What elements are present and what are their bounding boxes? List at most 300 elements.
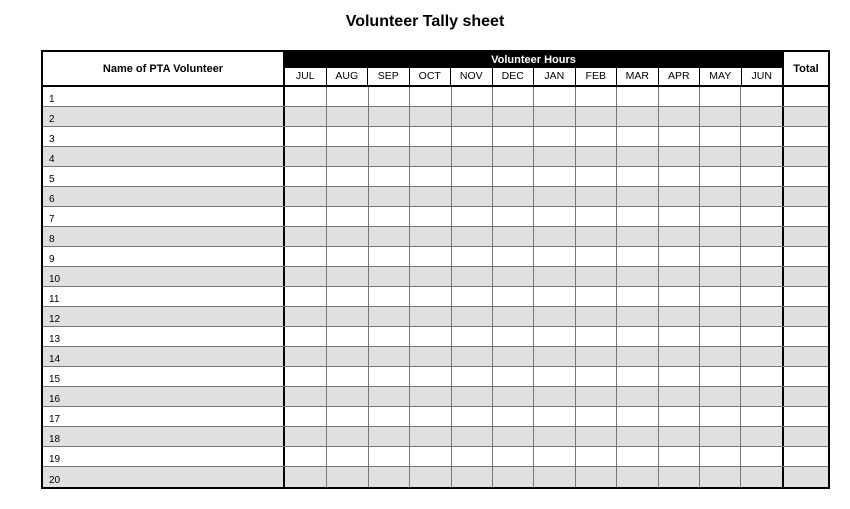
hours-cell[interactable]: [368, 447, 409, 466]
hours-cell[interactable]: [492, 467, 533, 487]
hours-cell[interactable]: [575, 387, 616, 406]
hours-cell[interactable]: [699, 347, 740, 366]
hours-cell[interactable]: [533, 87, 574, 106]
hours-cell[interactable]: [575, 447, 616, 466]
total-cell[interactable]: [782, 267, 828, 286]
hours-cell[interactable]: [409, 167, 450, 186]
hours-cell[interactable]: [492, 387, 533, 406]
total-cell[interactable]: [782, 87, 828, 106]
total-cell[interactable]: [782, 107, 828, 126]
hours-cell[interactable]: [699, 387, 740, 406]
hours-cell[interactable]: [616, 87, 657, 106]
hours-cell[interactable]: [451, 407, 492, 426]
hours-cell[interactable]: [285, 107, 326, 126]
hours-cell[interactable]: [451, 107, 492, 126]
hours-cell[interactable]: [368, 107, 409, 126]
hours-cell[interactable]: [575, 187, 616, 206]
row-number: 19: [49, 454, 61, 465]
hours-cell[interactable]: [451, 347, 492, 366]
hours-cell[interactable]: [285, 327, 326, 346]
month-header: MAY: [699, 68, 741, 85]
hours-cell[interactable]: [699, 167, 740, 186]
hours-cell[interactable]: [699, 87, 740, 106]
hours-cell[interactable]: [326, 367, 367, 386]
total-cell[interactable]: [782, 347, 828, 366]
volunteer-name-cell[interactable]: [43, 127, 285, 146]
total-cell[interactable]: [782, 167, 828, 186]
hours-cell[interactable]: [533, 387, 574, 406]
total-cell[interactable]: [782, 427, 828, 446]
hours-cell[interactable]: [368, 307, 409, 326]
hours-cell[interactable]: [492, 247, 533, 266]
hours-cell[interactable]: [409, 287, 450, 306]
hours-cell[interactable]: [658, 207, 699, 226]
hours-cell[interactable]: [492, 447, 533, 466]
hours-cell[interactable]: [533, 407, 574, 426]
hours-cell[interactable]: [740, 387, 781, 406]
hours-cell[interactable]: [451, 467, 492, 487]
hours-cell[interactable]: [451, 307, 492, 326]
hours-cell[interactable]: [409, 447, 450, 466]
hours-cell[interactable]: [575, 207, 616, 226]
hours-cell[interactable]: [533, 147, 574, 166]
hours-cell[interactable]: [285, 147, 326, 166]
hours-cell[interactable]: [451, 367, 492, 386]
hours-cell[interactable]: [326, 307, 367, 326]
hours-cell[interactable]: [533, 127, 574, 146]
hours-cell[interactable]: [575, 347, 616, 366]
hours-cell[interactable]: [409, 127, 450, 146]
total-cell[interactable]: [782, 327, 828, 346]
volunteer-name-cell[interactable]: [43, 287, 285, 306]
hours-cell[interactable]: [409, 87, 450, 106]
total-cell[interactable]: [782, 247, 828, 266]
hours-cell[interactable]: [658, 367, 699, 386]
hours-cell[interactable]: [699, 467, 740, 487]
table-row: [43, 427, 828, 447]
hours-cell[interactable]: [409, 347, 450, 366]
table-row: [43, 367, 828, 387]
hours-cell[interactable]: [492, 167, 533, 186]
hours-cell[interactable]: [616, 107, 657, 126]
hours-cell[interactable]: [740, 167, 781, 186]
hours-cell[interactable]: [616, 227, 657, 246]
hours-cell[interactable]: [368, 167, 409, 186]
hours-cell[interactable]: [533, 287, 574, 306]
hours-cell[interactable]: [533, 467, 574, 487]
hours-cell[interactable]: [575, 247, 616, 266]
hours-cell[interactable]: [409, 207, 450, 226]
hours-cell[interactable]: [368, 347, 409, 366]
hours-cell[interactable]: [740, 407, 781, 426]
hours-cell[interactable]: [533, 227, 574, 246]
hours-cell[interactable]: [699, 207, 740, 226]
hours-cell[interactable]: [658, 407, 699, 426]
hours-cell[interactable]: [326, 187, 367, 206]
hours-cell[interactable]: [740, 347, 781, 366]
hours-cell[interactable]: [616, 467, 657, 487]
total-cell[interactable]: [782, 447, 828, 466]
hours-cell[interactable]: [575, 267, 616, 286]
total-cell[interactable]: [782, 307, 828, 326]
volunteer-name-cell[interactable]: [43, 307, 285, 326]
hours-cell[interactable]: [533, 107, 574, 126]
hours-cell[interactable]: [285, 127, 326, 146]
hours-cell[interactable]: [492, 287, 533, 306]
hours-cell[interactable]: [699, 147, 740, 166]
hours-cell[interactable]: [533, 307, 574, 326]
hours-cell[interactable]: [285, 427, 326, 446]
hours-cell[interactable]: [492, 87, 533, 106]
hours-cell[interactable]: [285, 87, 326, 106]
hours-cell[interactable]: [699, 427, 740, 446]
hours-cell[interactable]: [285, 387, 326, 406]
volunteer-name-cell[interactable]: [43, 187, 285, 206]
hours-cell[interactable]: [492, 427, 533, 446]
hours-cell[interactable]: [409, 387, 450, 406]
hours-cell[interactable]: [740, 327, 781, 346]
total-cell[interactable]: [782, 227, 828, 246]
row-number: 6: [49, 194, 55, 205]
volunteer-name-cell[interactable]: [43, 447, 285, 466]
hours-cell[interactable]: [658, 107, 699, 126]
hours-cell[interactable]: [658, 227, 699, 246]
hours-cell[interactable]: [451, 247, 492, 266]
hours-cell[interactable]: [326, 87, 367, 106]
total-cell[interactable]: [782, 467, 828, 487]
hours-cell[interactable]: [451, 267, 492, 286]
total-cell[interactable]: [782, 367, 828, 386]
month-header: JUN: [741, 68, 783, 85]
hours-cell[interactable]: [451, 427, 492, 446]
hours-cell[interactable]: [326, 447, 367, 466]
month-header: AUG: [326, 68, 368, 85]
hours-cell[interactable]: [575, 307, 616, 326]
hours-cell[interactable]: [658, 327, 699, 346]
hours-cell[interactable]: [326, 467, 367, 487]
hours-cell[interactable]: [409, 187, 450, 206]
hours-cell[interactable]: [533, 167, 574, 186]
hours-cell[interactable]: [451, 287, 492, 306]
hours-cell[interactable]: [616, 407, 657, 426]
hours-cell[interactable]: [575, 87, 616, 106]
hours-cell[interactable]: [658, 287, 699, 306]
total-cell[interactable]: [782, 207, 828, 226]
hours-cell[interactable]: [658, 467, 699, 487]
hours-cell[interactable]: [699, 447, 740, 466]
hours-cell[interactable]: [409, 327, 450, 346]
hours-cell[interactable]: [285, 287, 326, 306]
hours-cell[interactable]: [492, 127, 533, 146]
hours-cell[interactable]: [658, 307, 699, 326]
volunteer-name-cell[interactable]: [43, 347, 285, 366]
hours-cell[interactable]: [740, 447, 781, 466]
hours-cell[interactable]: [285, 467, 326, 487]
hours-cell[interactable]: [492, 267, 533, 286]
hours-cell[interactable]: [368, 227, 409, 246]
hours-cell[interactable]: [575, 327, 616, 346]
hours-cell[interactable]: [326, 107, 367, 126]
hours-cell[interactable]: [368, 187, 409, 206]
hours-cell[interactable]: [740, 207, 781, 226]
hours-cell[interactable]: [616, 147, 657, 166]
hours-cell[interactable]: [658, 187, 699, 206]
hours-cell[interactable]: [616, 307, 657, 326]
volunteer-name-cell[interactable]: [43, 147, 285, 166]
hours-cell[interactable]: [699, 227, 740, 246]
hours-cell[interactable]: [492, 107, 533, 126]
hours-cell[interactable]: [533, 267, 574, 286]
hours-cell[interactable]: [492, 307, 533, 326]
hours-cell[interactable]: [451, 127, 492, 146]
hours-cell[interactable]: [699, 247, 740, 266]
hours-cell[interactable]: [699, 327, 740, 346]
hours-cell[interactable]: [740, 127, 781, 146]
table-row: [43, 387, 828, 407]
hours-cell[interactable]: [658, 447, 699, 466]
volunteer-name-cell[interactable]: [43, 167, 285, 186]
tally-table: [41, 50, 830, 489]
hours-cell[interactable]: [285, 167, 326, 186]
hours-cell[interactable]: [740, 107, 781, 126]
row-number: 10: [49, 274, 61, 285]
row-number: 8: [49, 234, 55, 245]
hours-cell[interactable]: [533, 347, 574, 366]
hours-cell[interactable]: [368, 267, 409, 286]
hours-cell[interactable]: [658, 147, 699, 166]
hours-cell[interactable]: [575, 227, 616, 246]
total-cell[interactable]: [782, 127, 828, 146]
hours-cell[interactable]: [492, 367, 533, 386]
hours-cell[interactable]: [658, 267, 699, 286]
total-cell[interactable]: [782, 407, 828, 426]
hours-cell[interactable]: [533, 447, 574, 466]
hours-cell[interactable]: [616, 267, 657, 286]
hours-cell[interactable]: [575, 167, 616, 186]
volunteer-name-cell[interactable]: [43, 247, 285, 266]
hours-cell[interactable]: [368, 147, 409, 166]
hours-cell[interactable]: [699, 127, 740, 146]
hours-cell[interactable]: [368, 207, 409, 226]
hours-cell[interactable]: [492, 207, 533, 226]
hours-cell[interactable]: [533, 327, 574, 346]
hours-cell[interactable]: [699, 307, 740, 326]
hours-cell[interactable]: [533, 247, 574, 266]
hours-cell[interactable]: [326, 327, 367, 346]
hours-cell[interactable]: [740, 427, 781, 446]
hours-cell[interactable]: [616, 427, 657, 446]
hours-cell[interactable]: [740, 367, 781, 386]
hours-cell[interactable]: [368, 407, 409, 426]
hours-cell[interactable]: [409, 247, 450, 266]
hours-cell[interactable]: [616, 367, 657, 386]
hours-cell[interactable]: [285, 207, 326, 226]
hours-cell[interactable]: [326, 347, 367, 366]
row-number: 4: [49, 154, 55, 165]
hours-cell[interactable]: [616, 347, 657, 366]
hours-cell[interactable]: [699, 187, 740, 206]
hours-cell[interactable]: [451, 167, 492, 186]
hours-cell[interactable]: [326, 147, 367, 166]
hours-cell[interactable]: [285, 447, 326, 466]
hours-cell[interactable]: [575, 367, 616, 386]
hours-cell[interactable]: [575, 407, 616, 426]
hours-cell[interactable]: [616, 187, 657, 206]
hours-cell[interactable]: [616, 327, 657, 346]
hours-cell[interactable]: [451, 387, 492, 406]
hours-cell[interactable]: [326, 227, 367, 246]
hours-cell[interactable]: [699, 367, 740, 386]
hours-cell[interactable]: [285, 187, 326, 206]
hours-cell[interactable]: [658, 427, 699, 446]
hours-cell[interactable]: [740, 227, 781, 246]
table-row: [43, 127, 828, 147]
hours-cell[interactable]: [409, 227, 450, 246]
hours-cell[interactable]: [409, 107, 450, 126]
hours-cell[interactable]: [368, 367, 409, 386]
hours-cell[interactable]: [658, 167, 699, 186]
hours-cell[interactable]: [409, 467, 450, 487]
hours-cell[interactable]: [451, 447, 492, 466]
hours-cell[interactable]: [285, 307, 326, 326]
hours-cell[interactable]: [658, 387, 699, 406]
hours-cell[interactable]: [285, 247, 326, 266]
hours-cell[interactable]: [616, 387, 657, 406]
hours-cell[interactable]: [451, 327, 492, 346]
hours-cell[interactable]: [368, 427, 409, 446]
hours-cell[interactable]: [533, 427, 574, 446]
hours-cell[interactable]: [326, 387, 367, 406]
hours-cell[interactable]: [616, 127, 657, 146]
hours-cell[interactable]: [492, 407, 533, 426]
hours-cell[interactable]: [492, 227, 533, 246]
volunteer-name-cell[interactable]: [43, 467, 285, 487]
hours-cell[interactable]: [658, 247, 699, 266]
hours-cell[interactable]: [616, 287, 657, 306]
volunteer-name-cell[interactable]: [43, 267, 285, 286]
hours-cell[interactable]: [368, 327, 409, 346]
total-cell[interactable]: [782, 287, 828, 306]
volunteer-name-cell[interactable]: [43, 367, 285, 386]
hours-cell[interactable]: [409, 367, 450, 386]
hours-cell[interactable]: [368, 387, 409, 406]
volunteer-name-cell[interactable]: [43, 427, 285, 446]
hours-cell[interactable]: [451, 87, 492, 106]
table-body: [43, 87, 828, 487]
table-row: [43, 247, 828, 267]
hours-cell[interactable]: [492, 327, 533, 346]
hours-cell[interactable]: [575, 287, 616, 306]
hours-cell[interactable]: [740, 147, 781, 166]
hours-cell[interactable]: [326, 247, 367, 266]
hours-cell[interactable]: [285, 367, 326, 386]
hours-cell[interactable]: [326, 267, 367, 286]
hours-cell[interactable]: [740, 247, 781, 266]
volunteer-name-cell[interactable]: [43, 227, 285, 246]
hours-cell[interactable]: [451, 227, 492, 246]
hours-cell[interactable]: [451, 207, 492, 226]
hours-cell[interactable]: [326, 207, 367, 226]
hours-cell[interactable]: [326, 127, 367, 146]
hours-cell[interactable]: [575, 147, 616, 166]
hours-cell[interactable]: [409, 407, 450, 426]
total-cell[interactable]: [782, 187, 828, 206]
hours-cell[interactable]: [409, 267, 450, 286]
table-row: [43, 347, 828, 367]
hours-cell[interactable]: [740, 287, 781, 306]
hours-cell[interactable]: [616, 207, 657, 226]
volunteer-name-cell[interactable]: [43, 387, 285, 406]
hours-cell[interactable]: [533, 207, 574, 226]
row-number: 2: [49, 114, 55, 125]
hours-cell[interactable]: [368, 287, 409, 306]
hours-cell[interactable]: [368, 127, 409, 146]
volunteer-name-cell[interactable]: [43, 327, 285, 346]
month-header: OCT: [409, 68, 451, 85]
hours-cell[interactable]: [740, 467, 781, 487]
hours-cell[interactable]: [533, 187, 574, 206]
hours-cell[interactable]: [658, 87, 699, 106]
hours-cell[interactable]: [533, 367, 574, 386]
hours-cell[interactable]: [285, 407, 326, 426]
hours-cell[interactable]: [699, 407, 740, 426]
hours-cell[interactable]: [285, 267, 326, 286]
hours-cell[interactable]: [575, 107, 616, 126]
volunteer-name-cell[interactable]: [43, 87, 285, 106]
total-cell[interactable]: [782, 387, 828, 406]
hours-cell[interactable]: [658, 127, 699, 146]
hours-cell[interactable]: [285, 347, 326, 366]
hours-cell[interactable]: [575, 467, 616, 487]
hours-cell[interactable]: [368, 467, 409, 487]
hours-cell[interactable]: [492, 187, 533, 206]
volunteer-name-cell[interactable]: [43, 207, 285, 226]
hours-cell[interactable]: [699, 107, 740, 126]
hours-cell[interactable]: [740, 187, 781, 206]
hours-cell[interactable]: [658, 347, 699, 366]
hours-cell[interactable]: [285, 227, 326, 246]
hours-cell[interactable]: [451, 147, 492, 166]
hours-cell[interactable]: [699, 267, 740, 286]
hours-cell[interactable]: [326, 427, 367, 446]
hours-cell[interactable]: [326, 407, 367, 426]
table-row: [43, 327, 828, 347]
hours-cell[interactable]: [740, 87, 781, 106]
hours-cell[interactable]: [451, 187, 492, 206]
hours-cell[interactable]: [409, 147, 450, 166]
hours-cell[interactable]: [616, 247, 657, 266]
hours-cell[interactable]: [409, 427, 450, 446]
hours-cell[interactable]: [409, 307, 450, 326]
hours-cell[interactable]: [575, 427, 616, 446]
hours-cell[interactable]: [368, 247, 409, 266]
hours-cell[interactable]: [492, 147, 533, 166]
hours-cell[interactable]: [740, 267, 781, 286]
total-cell[interactable]: [782, 147, 828, 166]
hours-cell[interactable]: [616, 167, 657, 186]
hours-cell[interactable]: [326, 287, 367, 306]
row-number: 7: [49, 214, 55, 225]
hours-cell[interactable]: [575, 127, 616, 146]
hours-cell[interactable]: [326, 167, 367, 186]
hours-cell[interactable]: [699, 287, 740, 306]
hours-cell[interactable]: [492, 347, 533, 366]
hours-cell[interactable]: [368, 87, 409, 106]
hours-cell[interactable]: [740, 307, 781, 326]
volunteer-name-cell[interactable]: [43, 407, 285, 426]
volunteer-name-cell[interactable]: [43, 107, 285, 126]
hours-cell[interactable]: [616, 447, 657, 466]
